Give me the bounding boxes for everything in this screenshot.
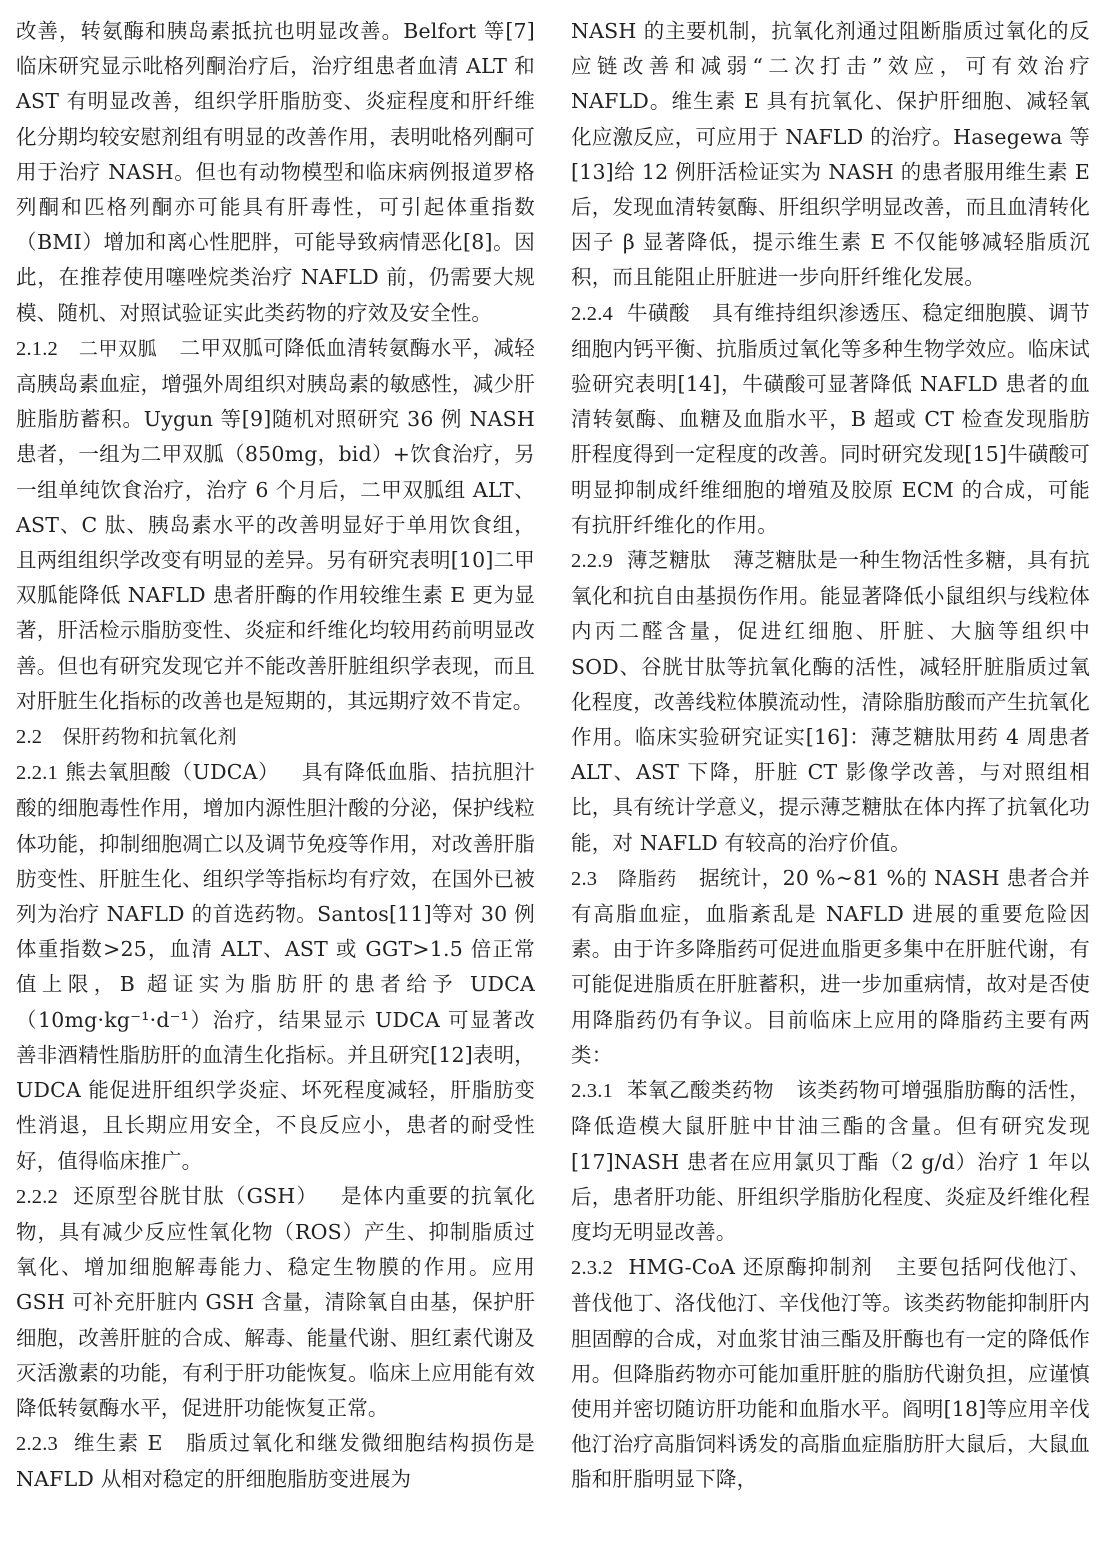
section-title: 牛磺酸: [627, 300, 691, 325]
section-2-1-2-metformin: [16, 331, 535, 719]
left-column: [16, 14, 535, 1564]
section-2-3-lipid-lowering: [571, 861, 1090, 1073]
paragraph-thiazolidinedione: 改善，转氨酶和胰岛素抵抗也明显改善。Belfort 等[7]临床研究显示吡格列酮治疗后，治疗组患者血清 ALT 和 AST 有明显改善，组织学肝脂肪变、炎症程度和肝纤维化分期均较安慰剂组有明显的改善作用，表明吡格列酮可用于治疗 NASH。但也有动物模型和临床病例报道罗格列酮和匹格列酮亦可能具有肝毒性，可引起体重指数（BMI）增加和离心性肥胖，可能导致病情恶化[8]。因此，在推荐使用噻唑烷类治疗 NAFLD 前，仍需要大规模、随机、对照试验证实此类药物的疗效及安全性。: [16, 19, 535, 325]
section-body: 该类药物可增强脂肪酶的活性，降低造模大鼠肝脏中甘油三酯的含量。但有研究发现[17]NASH 患者在应用氯贝丁酯（2 g/d）治疗 1 年以后，患者肝功能、肝组织学脂肪化程度、炎症及纤维化程度均无明显改善。: [571, 1078, 1090, 1244]
section-title: 薄芝糖肽: [627, 548, 712, 573]
section-2-2-3-vitamin-e: [16, 1426, 535, 1497]
section-number: 2.2.4: [571, 302, 613, 325]
section-title: HMG-CoA 还原酶抑制剂: [628, 1255, 873, 1280]
section-2-2-9-bozhi-glycopeptide: [571, 543, 1090, 861]
section-2-2-2-gsh: [16, 1179, 535, 1426]
section-body: 二甲双胍可降低血清转氨酶水平，减轻高胰岛素血症，增强外周组织对胰岛素的敏感性，减少肝脏脂肪蓄积。Uygun 等[9]随机对照研究 36 例 NASH 患者，一组为二甲双胍（850mg，bid）+饮食治疗，另一组单纯饮食治疗，治疗 6 个月后，二甲双胍组 ALT、AST、C 肽、胰岛素水平的改善明显好于单用饮食组，且两组组织学改变有明显的差异。另有研究表明[10]二甲双胍能降低 NAFLD 患者肝酶的作用较维生素 E 更为显著，肝活检示脂肪变性、炎症和纤维化均较用药前明显改善。但也有研究发现它并不能改善肝脏组织学表现，而且对肝脏生化指标的改善也是短期的，其远期疗效不肯定。: [16, 335, 536, 713]
section-body: 具有维持组织渗透压、稳定细胞膜、调节细胞内钙平衡、抗脂质过氧化等多种生物学效应。临床试验研究表明[14]，牛磺酸可显著降低 NAFLD 患者的血清转氨酶、血糖及血脂水平，B 超或 CT 检查发现脂肪肝程度得到一定程度的改善。同时研究发现[15]牛磺酸可明显抑制成纤维细胞的增殖及胶原 ECM 的合成，可能有抗肝纤维化的作用。: [571, 300, 1090, 537]
section-body: 脂质过氧化和继发微细胞结构损伤是 NAFLD 从相对稳定的肝细胞脂肪变进展为: [16, 1431, 536, 1492]
section-body: 主要包括阿伐他汀、普伐他丁、洛伐他汀、辛伐他汀等。该类药物能抑制肝内胆固醇的合成，对血浆甘油三酯及肝酶也有一定的降低作用。但降脂药物亦可能加重肝脏的脂肪代谢负担，应谨慎使用并密切随访肝功能和血脂水平。阎明[18]等应用辛伐他汀治疗高脂饲料诱发的高脂血症脂肪肝大鼠后，大鼠血脂和肝脂明显下降，: [571, 1255, 1090, 1492]
section-2-2-1-udca: [16, 755, 535, 1178]
section-title: 降脂药: [618, 867, 677, 890]
section-body: 据统计，20 %~81 %的 NASH 患者合并有高脂血症，血脂紊乱是 NAFLD 进展的重要危险因素。由于许多降脂药可促进血脂更多集中在肝脏代谢，有可能促进脂质在肝脏蓄积，进一步加重病情，故对是否使用降脂药仍有争议。目前临床上应用的降脂药主要有两类：: [571, 865, 1090, 1067]
section-number: 2.2.2: [16, 1185, 58, 1208]
section-number: 2.2: [16, 726, 43, 749]
section-2-2-heading: [16, 719, 535, 755]
section-2-3-1-fibrates: [571, 1073, 1090, 1250]
section-number: 2.2.3: [16, 1433, 58, 1456]
paragraph-vitamin-e-continued: NASH 的主要机制，抗氧化剂通过阻断脂质过氧化的反应链改善和减弱“二次打击”效应，可有效治疗 NAFLD。维生素 E 具有抗氧化、保护肝细胞、减轻氧化应激反应，可应用于 NAFLD 的治疗。Hasegewa 等[13]给 12 例肝活检证实为 NASH 的患者服用维生素 E 后，发现血清转氨酶、肝组织学明显改善，而且血清转化因子 β 显著降低，提示维生素 E 不仅能够减轻脂质沉积，而且能阻止肝脏进一步向肝纤维化发展。: [571, 19, 1090, 290]
section-body: 薄芝糖肽是一种生物活性多糖，具有抗氧化和抗自由基损伤作用。能显著降低小鼠组织与线粒体内丙二醛含量，促进红细胞、肝脏、大脑等组织中 SOD、谷胱甘肽等抗氧化酶的活性，减轻肝脏脂质过氧化程度，改善线粒体膜流动性，清除脂肪酸而产生抗氧化作用。临床实验研究证实[16]：薄芝糖肽用药 4 周患者 ALT、AST 下降，肝脏 CT 影像学改善，与对照组相比，具有统计学意义，提示薄芝糖肽在体内挥了抗氧化功能，对 NAFLD 有较高的治疗价值。: [571, 548, 1090, 855]
section-number: 2.3.2: [571, 1257, 613, 1280]
right-column: [571, 14, 1090, 1564]
section-title: 还原型谷胱甘肽（GSH）: [73, 1183, 319, 1208]
section-2-2-4-taurine: [571, 296, 1090, 543]
section-2-3-2-statins: [571, 1250, 1090, 1497]
section-body: 是体内重要的抗氧化物，具有减少反应性氧化物（ROS）产生、抑制脂质过氧化、增加细胞解毒能力、稳定生物膜的作用。应用 GSH 可补充肝脏内 GSH 含量，清除氧自由基，保护肝细胞，改善肝脏的合成、解毒、能量代谢、胆红素代谢及灭活激素的功能，有利于肝功能恢复。临床上应用能有效降低转氨酶水平，促进肝功能恢复正常。: [16, 1183, 535, 1420]
section-title: 苯氧乙酸类药物: [627, 1078, 775, 1103]
section-number: 2.2.1: [16, 762, 58, 785]
section-number: 2.3.1: [571, 1080, 613, 1103]
section-title: 二甲双胍: [78, 337, 158, 360]
section-title: 熊去氧胆酸（UDCA）: [65, 760, 280, 785]
section-body: 具有降低血脂、拮抗胆汁酸的细胞毒性作用，增加内源性胆汁酸的分泌，保护线粒体功能，抑制细胞凋亡以及调节免疫等作用，对改善肝脂肪变性、肝脏生化、组织学等指标均有疗效，在国外已被列为治疗 NAFLD 的首选药物。Santos[11]等对 30 例体重指数>25，血清 ALT、AST 或 GGT>1.5 倍正常值上限，B 超证实为脂肪肝的患者给予 UDCA（10mg·kg⁻¹·d⁻¹）治疗，结果显示 UDCA 可显著改善非酒精性脂肪肝的血清生化指标。并且研究[12]表明，UDCA 能促进肝组织学炎症、坏死程度减轻，肝脂肪变性消退，且长期应用安全，不良反应小，患者的耐受性好，值得临床推广。: [16, 760, 535, 1173]
section-title: 保肝药物和抗氧化剂: [62, 726, 237, 749]
section-number: 2.3: [571, 867, 598, 890]
section-title: 维生素 E: [73, 1431, 163, 1456]
section-number: 2.1.2: [16, 337, 58, 360]
section-number: 2.2.9: [571, 550, 613, 573]
